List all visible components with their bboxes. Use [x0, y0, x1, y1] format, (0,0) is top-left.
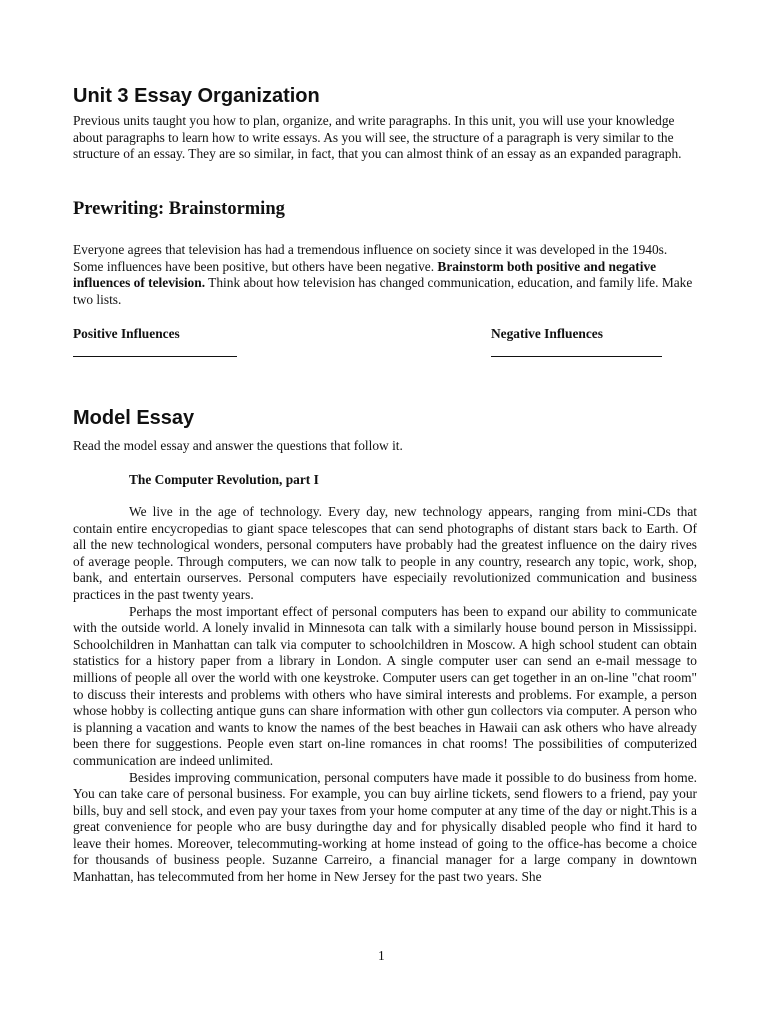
- positive-influences-line: [73, 356, 237, 357]
- positive-influences-label: Positive Influences: [73, 326, 180, 341]
- page-number: 1: [378, 948, 385, 963]
- unit-heading: Unit 3 Essay Organization: [73, 85, 320, 107]
- model-essay-heading: Model Essay: [73, 407, 195, 429]
- negative-influences-label: Negative Influences: [491, 326, 603, 341]
- essay-paragraph: Perhaps the most important effect of personal computers has been to expand our ability to communicate with the outside world. A lonely invalid in Minnesota can talk with a similarly house bound person in Mississippi. Schoolchildren in Manhattan can talk via computer to schoolchildren in Moscow. A high school student can obtain statistics for a history paper from a library in London. A single computer user can send an e-mail message to millions of people all over the world with one keystroke. Computer users can get together in an on-line "chat room" to discuss their interests and problems with others who have simiral interests and problems. For example, a person whose hobby is collecting antique guns can share information with other gun collectors via computer. A person who is planning a vacation and wants to know the names of the best beaches in Hawaii can ask others who have already been there for suggestions. People even start on-line romances in chat rooms! The possibilities of computerized communication are indeed unlimited.: [73, 603, 697, 768]
- essay-title: The Computer Revolution, part I: [129, 472, 319, 487]
- prewriting-paragraph: [73, 242, 697, 308]
- prewriting-text-end: Think about how television has changed communication, education, and family life. Make two lists.: [73, 275, 693, 307]
- intro-paragraph: Previous units taught you how to plan, organize, and write paragraphs. In this unit, you will use your knowledge about paragraphs to learn how to write essays. As you will see, the structure of a paragraph is very similar to the structure of an essay. They are so similar, in fact, that you can almost think of an essay as an expanded paragraph.: [73, 113, 682, 162]
- essay-paragraph: We live in the age of technology. Every day, new technology appears, ranging from mini-CDs that contain entire encycropedias to giant space telescopes that can send photographs of distant stars back to Earth. Of all the new technological wonders, personal computers have probably had the greatest influence on the dairy rives of average people. Through computers, we can now talk to people in any country, research any topic, work, shop, bank, and entertain ourserves. Personal computers have especiaily revolutionized communication and business practices in the past twenty years.: [73, 504, 697, 602]
- prewriting-bold-instruction: Brainstorm both positive and negative influences of television.: [73, 258, 657, 291]
- prewriting-text-start: Everyone agrees that television has had a tremendous influence on society since it was developed in the 1940s. Some influences have been positive, but others have been negative.: [73, 242, 668, 274]
- essay-paragraph: Besides improving communication, personal computers have made it possible to do business from home. You can take care of personal business. For example, you can buy airline tickets, send flowers to a friend, pay your bills, buy and sell stock, and even pay your taxes from your home computer at any time of the day or night.This is a great convenience for people who are busy duringthe day and for physically disabled people who find it hard to leave their homes. Moreover, telecommuting-working at home instead of going to the office-has become a choice for thousands of business people. Suzanne Carreiro, a financial manager for a large company in downtown Manhattan, has telecommuted from her home in New Jersey for the past two years. She: [73, 769, 697, 885]
- model-essay-instruction: Read the model essay and answer the questions that follow it.: [73, 438, 403, 453]
- essay-body: [73, 504, 697, 886]
- prewriting-heading: Prewriting: Brainstorming: [73, 199, 285, 219]
- negative-influences-line: [491, 356, 662, 357]
